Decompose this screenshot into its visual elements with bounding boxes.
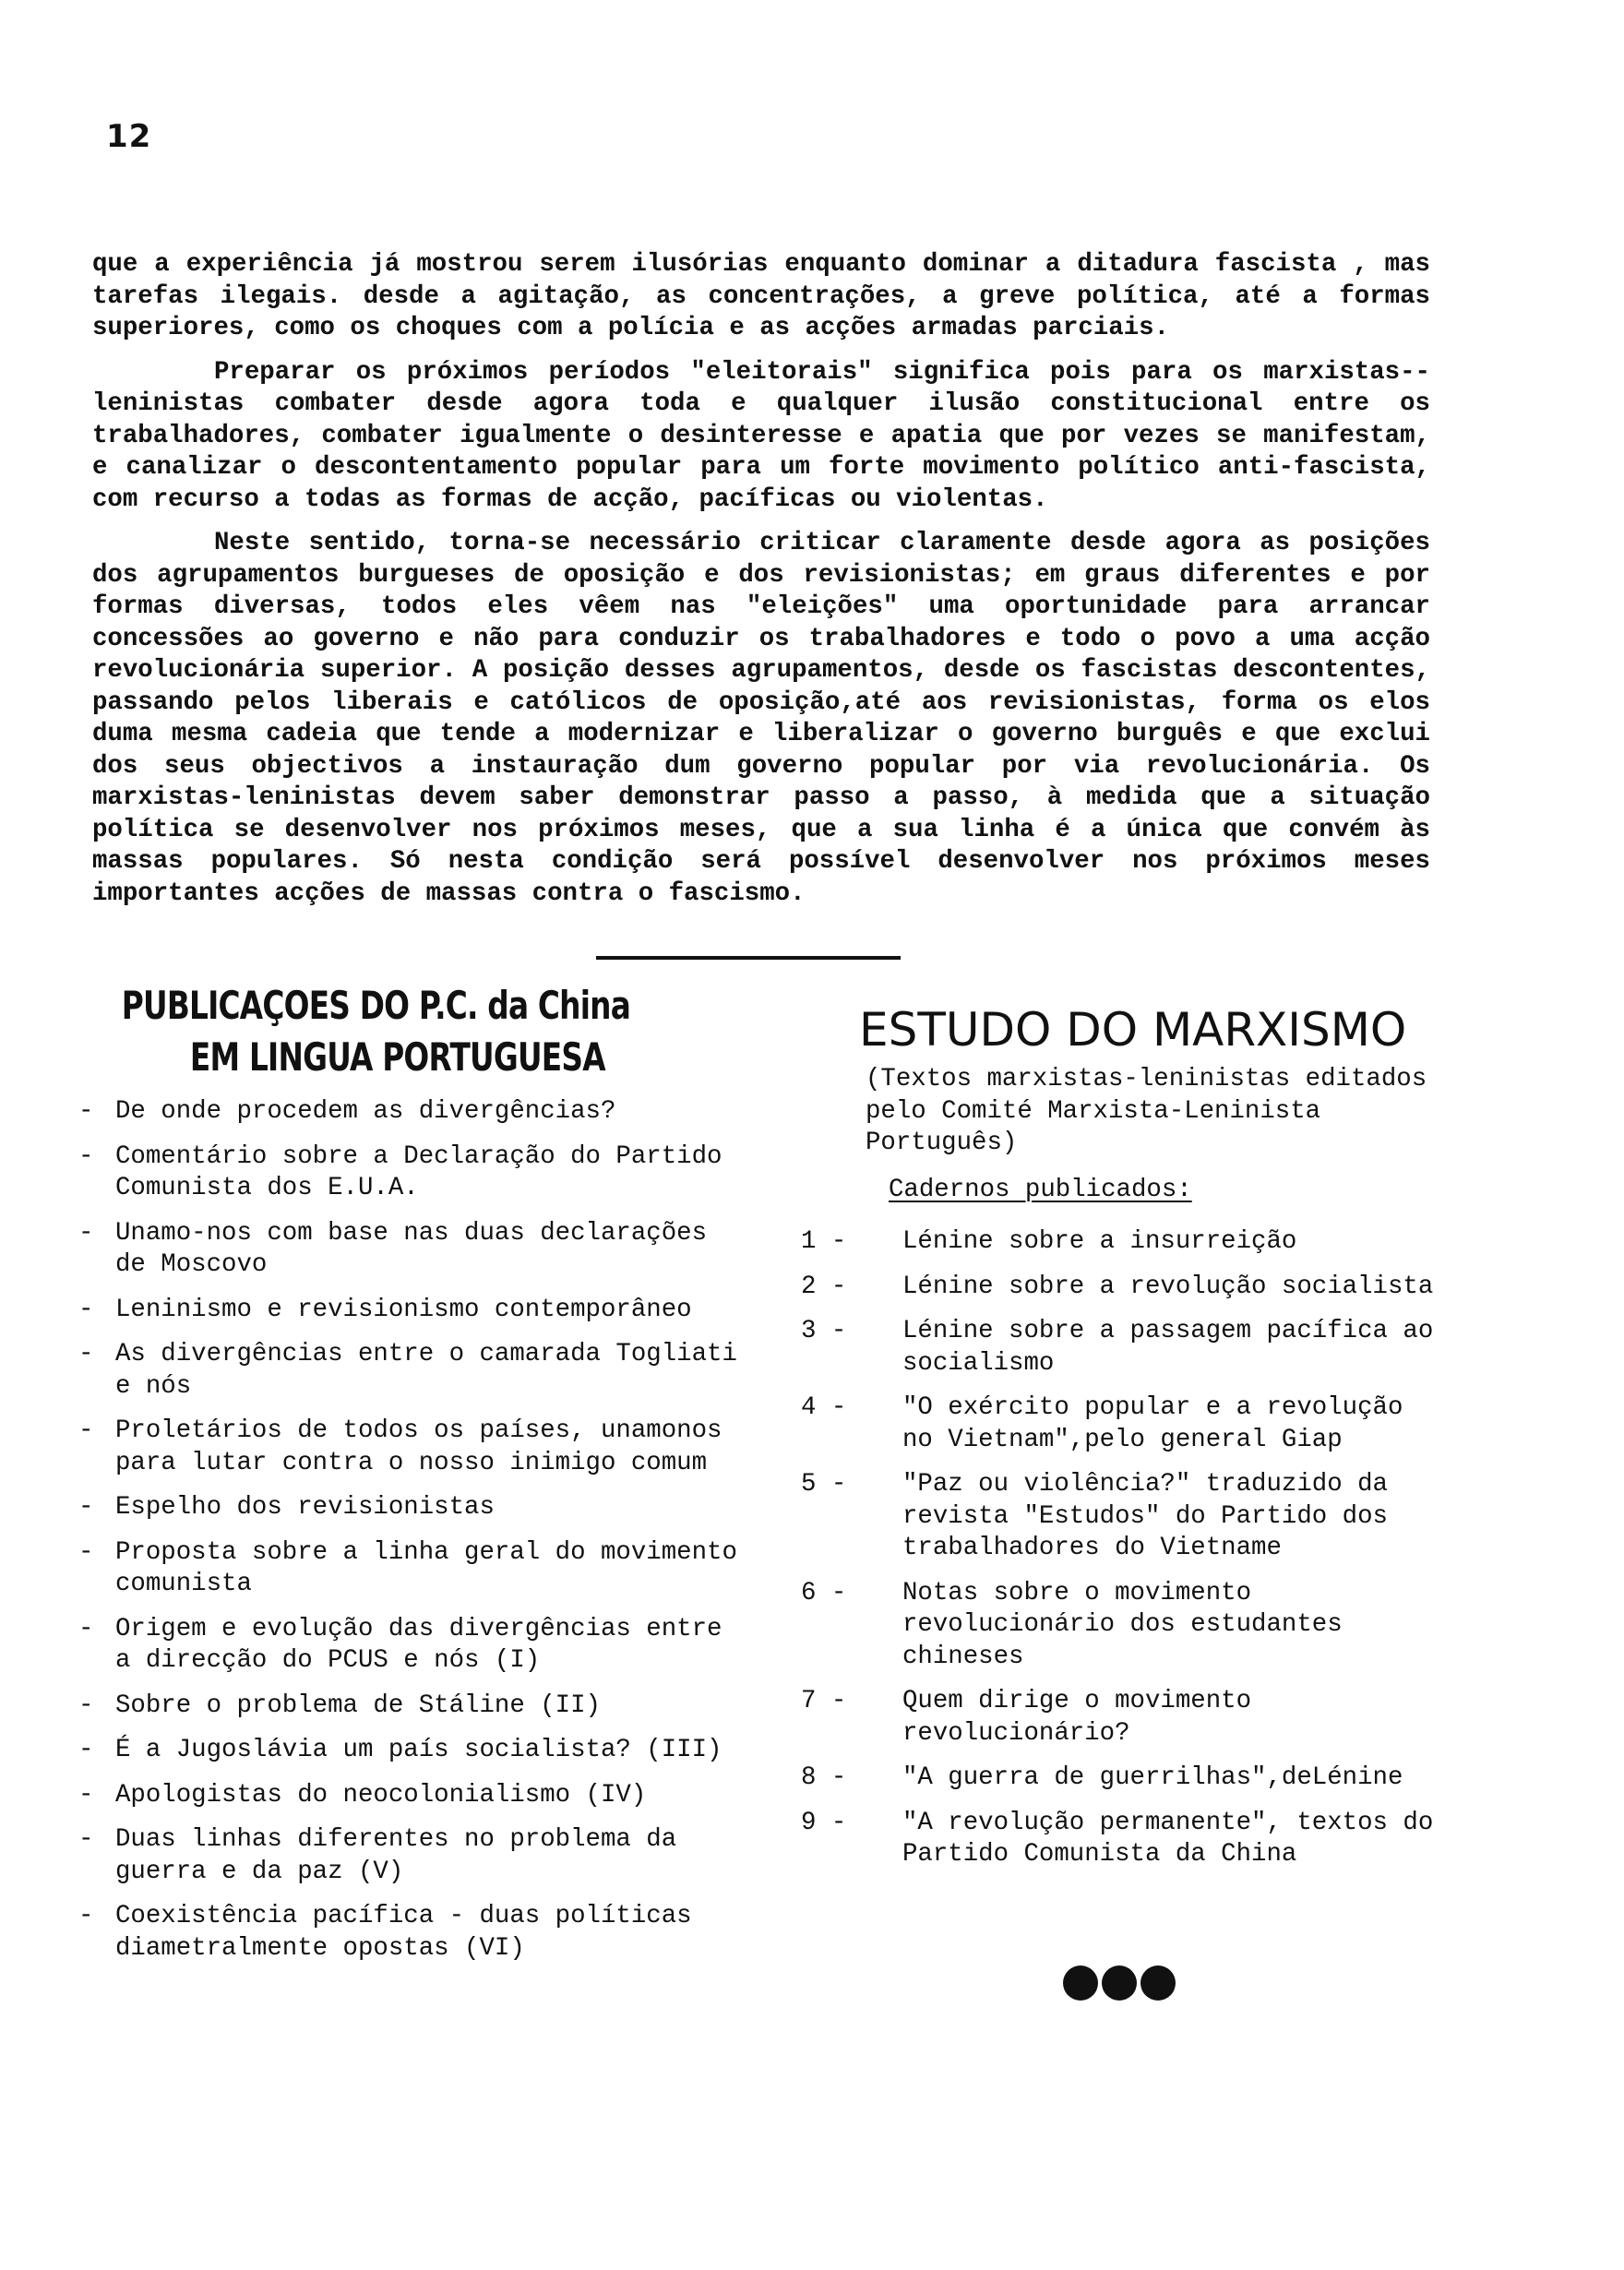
list-item: - Espelho dos revisionistas [78, 1492, 747, 1524]
paragraph-3: Neste sentido, torna-se necessário criticar claramente desde agora as posições dos agrupamentos burgueses de oposição e dos revisionistas; em graus diferentes e por formas diversas, todos eles vêem nas "eleições" uma oportunidade para arrancar concessões ao governo e não para conduzir os trabalhadores e todo o povo a uma acção revolucionária superior. A posição desses agrupamentos, desde os fascistas descontentes, passando pelos liberais e católicos de oposição,até aos revisionistas, forma os elos duma mesma cadeia que tende a modernizar e liberalizar o governo burguês e que exclui dos seus objectivos a instauração dum governo popular por via revolucionária. Os marxistas-leninistas devem saber demonstrar passo a passo, à medida que a situação política se desenvolver nos próximos meses, que a sua linha é a única que convém às massas populares. Só nesta condição será possível desenvolver nos próximos meses importantes acções de massas contra o fascismo. [92, 529, 1430, 908]
list-item: - Unamo-nos com base nas duas declarações de Moscovo [78, 1218, 747, 1282]
item-number: 8 - [801, 1763, 847, 1792]
list-item: - Leninismo e revisionismo contemporâneo [78, 1295, 747, 1327]
notebooks-list [801, 1226, 1447, 1871]
ornament-dot [1102, 1965, 1137, 2001]
item-number: 5 - [801, 1470, 847, 1499]
item-number: 9 - [801, 1808, 847, 1837]
list-item: - Apologistas do neocolonialismo (IV) [78, 1780, 747, 1812]
list-item [801, 1392, 1447, 1456]
list-item: - Sobre o problema de Stáline (II) [78, 1691, 747, 1723]
item-text: Quem dirige o movimento revolucionário? [902, 1687, 1252, 1748]
item-number: 6 - [801, 1578, 847, 1607]
list-item [801, 1808, 1447, 1871]
ornament-dot [1063, 1965, 1098, 2001]
item-text: Lénine sobre a revolução socialista [902, 1272, 1434, 1301]
list-item: - Coexistência pacífica - duas políticas diametralmente opostas (VI) [78, 1901, 747, 1965]
list-item: - Proposta sobre a linha geral do movimento comunista [78, 1537, 747, 1601]
paragraph-2: Preparar os próximos períodos "eleitorais" significa pois para os marxistas--leninistas combater desde agora toda e qualquer ilusão constitucional entre os trabalhadores, combater igualmente o desinteresse e apatia que por vezes se manifestam, e canalizar o descontentamento popular para um forte movimento político anti-fascista, com recurso a todas as formas de acção, pacíficas ou violentas. [92, 357, 1430, 514]
list-item [801, 1686, 1447, 1750]
list-item: - Proletários de todos os países, unamonos para lutar contra o nosso inimigo comum [78, 1416, 747, 1479]
list-item [801, 1762, 1447, 1795]
publications-list [78, 1096, 747, 1965]
item-number: 4 - [801, 1393, 847, 1422]
closing-ornament [1063, 1965, 1176, 2001]
article-body [92, 249, 1430, 922]
published-notebooks-caption: Cadernos publicados: [889, 1175, 1192, 1204]
list-item [801, 1469, 1447, 1565]
item-text: "A revolução permanente", textos do Partido Comunista da China [902, 1808, 1434, 1869]
page-number: 12 [106, 118, 152, 155]
list-item: - Comentário sobre a Declaração do Partido Comunista dos E.U.A. [78, 1141, 747, 1205]
ornament-dot [1140, 1965, 1176, 2001]
marxism-study-title: ESTUDO DO MARXISMO [859, 1003, 1407, 1057]
list-item [801, 1226, 1447, 1259]
list-item [801, 1578, 1447, 1674]
item-text: Notas sobre o movimento revolucionário dos estudantes chineses [902, 1578, 1343, 1671]
item-text: Lénine sobre a passagem pacífica ao socialismo [902, 1317, 1434, 1378]
publications-column [78, 980, 747, 1977]
marxism-study-column [801, 1001, 1447, 1884]
publications-title-line-2: EM LINGUA PORTUGUESA [189, 1034, 605, 1080]
item-text: "Paz ou violência?" traduzido da revista "Estudos" do Partido dos trabalhadores do Vietname [902, 1470, 1388, 1562]
item-number: 3 - [801, 1317, 847, 1345]
marxism-study-subtitle: (Textos marxistas-leninistas editados pelo Comité Marxista-Leninista Português) [866, 1065, 1427, 1157]
list-item: - É a Jugoslávia um país socialista? (III) [78, 1735, 747, 1767]
item-number: 1 - [801, 1227, 847, 1256]
item-text: Lénine sobre a insurreição [902, 1227, 1297, 1256]
list-item: - De onde procedem as divergências? [78, 1096, 747, 1129]
section-divider [596, 956, 901, 960]
item-number: 2 - [801, 1272, 847, 1301]
item-text: "A guerra de guerrilhas",deLénine [902, 1763, 1403, 1792]
list-item [801, 1272, 1447, 1304]
list-item: - As divergências entre o camarada Togliati e nós [78, 1339, 747, 1403]
list-item [801, 1316, 1447, 1380]
list-item: - Duas linhas diferentes no problema da guerra e da paz (V) [78, 1824, 747, 1888]
list-item: - Origem e evolução das divergências entre a direcção do PCUS e nós (I) [78, 1614, 747, 1678]
paragraph-1: que a experiência já mostrou serem ilusórias enquanto dominar a ditadura fascista , mas tarefas ilegais. desde a agitação, as concentrações, a greve política, até a formas superiores, como os choques com a polícia e as acções armadas parciais. [92, 250, 1430, 342]
item-text: "O exército popular e a revolução no Vietnam",pelo general Giap [902, 1393, 1403, 1454]
publications-title [78, 980, 631, 1083]
item-number: 7 - [801, 1687, 847, 1715]
publications-title-line-1: PUBLICAÇOES DO P.C. da China [121, 983, 631, 1028]
